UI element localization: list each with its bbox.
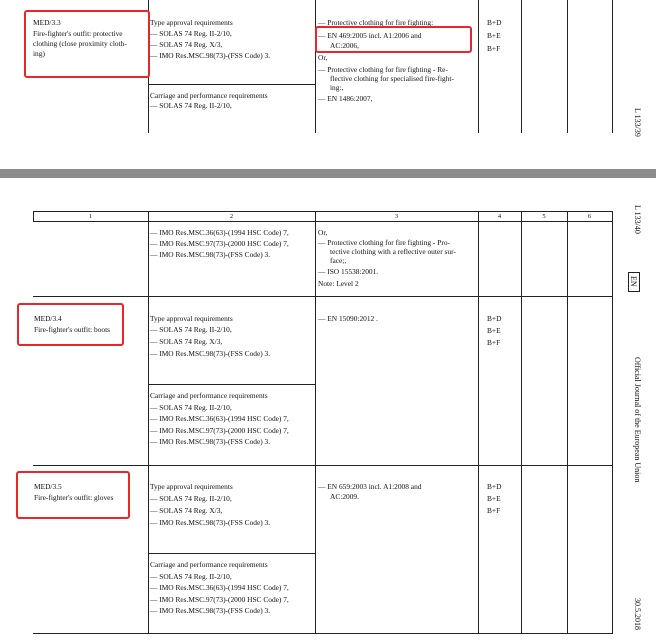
standard-line: AC:2009.: [330, 492, 359, 501]
reg-line: — SOLAS 74 Reg. X/3,: [150, 506, 223, 515]
col-divider: [521, 0, 522, 133]
reg-line: — SOLAS 74 Reg. II-2/10,: [150, 403, 232, 412]
standard-line: face;,: [330, 256, 347, 265]
page-separator: [0, 169, 656, 178]
page-number-label: L 133/40: [633, 205, 642, 234]
reg-line: — IMO Res.MSC.36(63)-(1994 HSC Code) 7,: [150, 228, 289, 237]
journal-name: Official Journal of the European Union: [633, 357, 642, 483]
standard-line: — Protective clothing for fire fighting - Re-: [318, 65, 448, 74]
standard-line: — Protective clothing for fire fighting - Pro-: [318, 238, 450, 247]
table-bottom-border: [33, 633, 613, 634]
row-divider: [148, 84, 315, 85]
publication-date: 30.5.2018: [633, 598, 642, 630]
reg-line: — SOLAS 74 Reg. II-2/10,: [150, 101, 232, 110]
reg-line: — IMO Res.MSC.98(73)-(FSS Code) 3.: [150, 349, 271, 358]
item-description: Fire-fighter's outfit: boots: [34, 325, 111, 334]
standard-line: Or,: [318, 53, 328, 62]
reg-line: — SOLAS 74 Reg. II-2/10,: [150, 29, 232, 38]
standard-line: — EN 659:2003 incl. A1:2008 and: [318, 482, 422, 491]
reg-line: — IMO Res.MSC.36(63)-(1994 HSC Code) 7,: [150, 583, 289, 592]
reg-heading: Carriage and performance requirements: [150, 91, 268, 100]
reg-line: — SOLAS 74 Reg. II-2/10,: [150, 572, 232, 581]
language-label: EN: [629, 276, 638, 287]
reg-line: — IMO Res.MSC.97(73)-(2000 HSC Code) 7,: [150, 239, 289, 248]
standard-line: Note: Level 2: [318, 279, 359, 288]
col-divider: [612, 211, 613, 634]
row-divider: [33, 465, 613, 466]
row-divider: [33, 296, 613, 297]
standard-line: — EN 469:2005 incl. A1:2006 and: [318, 31, 422, 40]
reg-line: — IMO Res.MSC.98(73)-(FSS Code) 3.: [150, 51, 271, 60]
highlight-box: [24, 10, 150, 78]
reg-line: — SOLAS 74 Reg. II-2/10,: [150, 325, 232, 334]
module: B+D: [487, 482, 502, 491]
reg-line: — IMO Res.MSC.98(73)-(FSS Code) 3.: [150, 606, 271, 615]
standard-line: ing:,: [330, 83, 344, 92]
column-header: 4: [497, 213, 502, 220]
module: B+D: [487, 314, 502, 323]
standard-line: — ISO 15538:2001.: [318, 267, 379, 276]
highlight-box: [315, 26, 472, 53]
reg-line: — IMO Res.MSC.98(73)-(FSS Code) 3.: [150, 518, 271, 527]
reg-heading: Carriage and performance requirements: [150, 560, 268, 569]
highlight-box: [16, 471, 130, 519]
reg-line: — IMO Res.MSC.98(73)-(FSS Code) 3.: [150, 437, 271, 446]
item-code: MED/3.4: [34, 314, 62, 323]
col-divider: [478, 211, 479, 634]
standard-line: flective clothing for specialised fire-fight-: [330, 74, 454, 83]
row-divider: [148, 553, 315, 554]
reg-heading: Type approval requirements: [150, 314, 233, 323]
highlight-box: [17, 303, 124, 346]
col-divider: [315, 211, 316, 634]
reg-line: — IMO Res.MSC.97(73)-(2000 HSC Code) 7,: [150, 595, 289, 604]
column-header: 6: [587, 213, 592, 220]
module: B+D: [487, 18, 502, 27]
module: B+F: [487, 338, 501, 347]
col-divider: [33, 211, 34, 221]
col-divider: [521, 211, 522, 634]
standard-line: — Protective clothing for fire fighting:: [318, 18, 434, 27]
standard-line: — EN 15090:2012 .: [318, 314, 378, 323]
module: B+E: [487, 31, 501, 40]
module: B+F: [487, 506, 501, 515]
column-header: 2: [229, 213, 234, 220]
standard-line: — EN 1486:2007,: [318, 94, 373, 103]
reg-line: — IMO Res.MSC.36(63)-(1994 HSC Code) 7,: [150, 414, 289, 423]
column-header: 5: [542, 213, 546, 220]
col-divider: [148, 211, 149, 634]
item-code: MED/3.5: [34, 482, 62, 491]
col-divider: [567, 0, 568, 133]
col-divider: [612, 0, 613, 133]
row-divider: [148, 384, 315, 385]
module: B+E: [487, 326, 501, 335]
language-box: [628, 272, 640, 292]
module: B+F: [487, 44, 501, 53]
page-number-label: L 133/39: [633, 108, 642, 137]
reg-heading: Type approval requirements: [150, 18, 233, 27]
col-divider: [315, 0, 316, 133]
reg-line: — SOLAS 74 Reg. II-2/10,: [150, 494, 232, 503]
standard-line: AC:2006,: [330, 41, 359, 50]
reg-line: — IMO Res.MSC.97(73)-(2000 HSC Code) 7,: [150, 426, 289, 435]
standard-line: tective clothing with a reflective outer sur-: [330, 247, 456, 256]
reg-line: — IMO Res.MSC.98(73)-(FSS Code) 3.: [150, 250, 271, 259]
reg-heading: Type approval requirements: [150, 482, 233, 491]
col-divider: [478, 0, 479, 133]
item-description-line: Fire-fighter's outfit: protective: [33, 29, 123, 38]
column-header: 1: [88, 213, 93, 220]
item-description: Fire-fighter's outfit: gloves: [34, 493, 114, 502]
standard-line: Or,: [318, 228, 328, 237]
reg-line: — SOLAS 74 Reg. X/3,: [150, 337, 223, 346]
reg-heading: Carriage and performance requirements: [150, 391, 268, 400]
reg-line: — SOLAS 74 Reg. X/3,: [150, 40, 223, 49]
item-code: MED/3.3: [33, 18, 61, 27]
column-header: 3: [394, 213, 399, 220]
col-divider: [567, 211, 568, 634]
module: B+E: [487, 494, 501, 503]
item-description-line: ing): [33, 49, 45, 58]
item-description-line: clothing (close proximity cloth-: [33, 39, 127, 48]
